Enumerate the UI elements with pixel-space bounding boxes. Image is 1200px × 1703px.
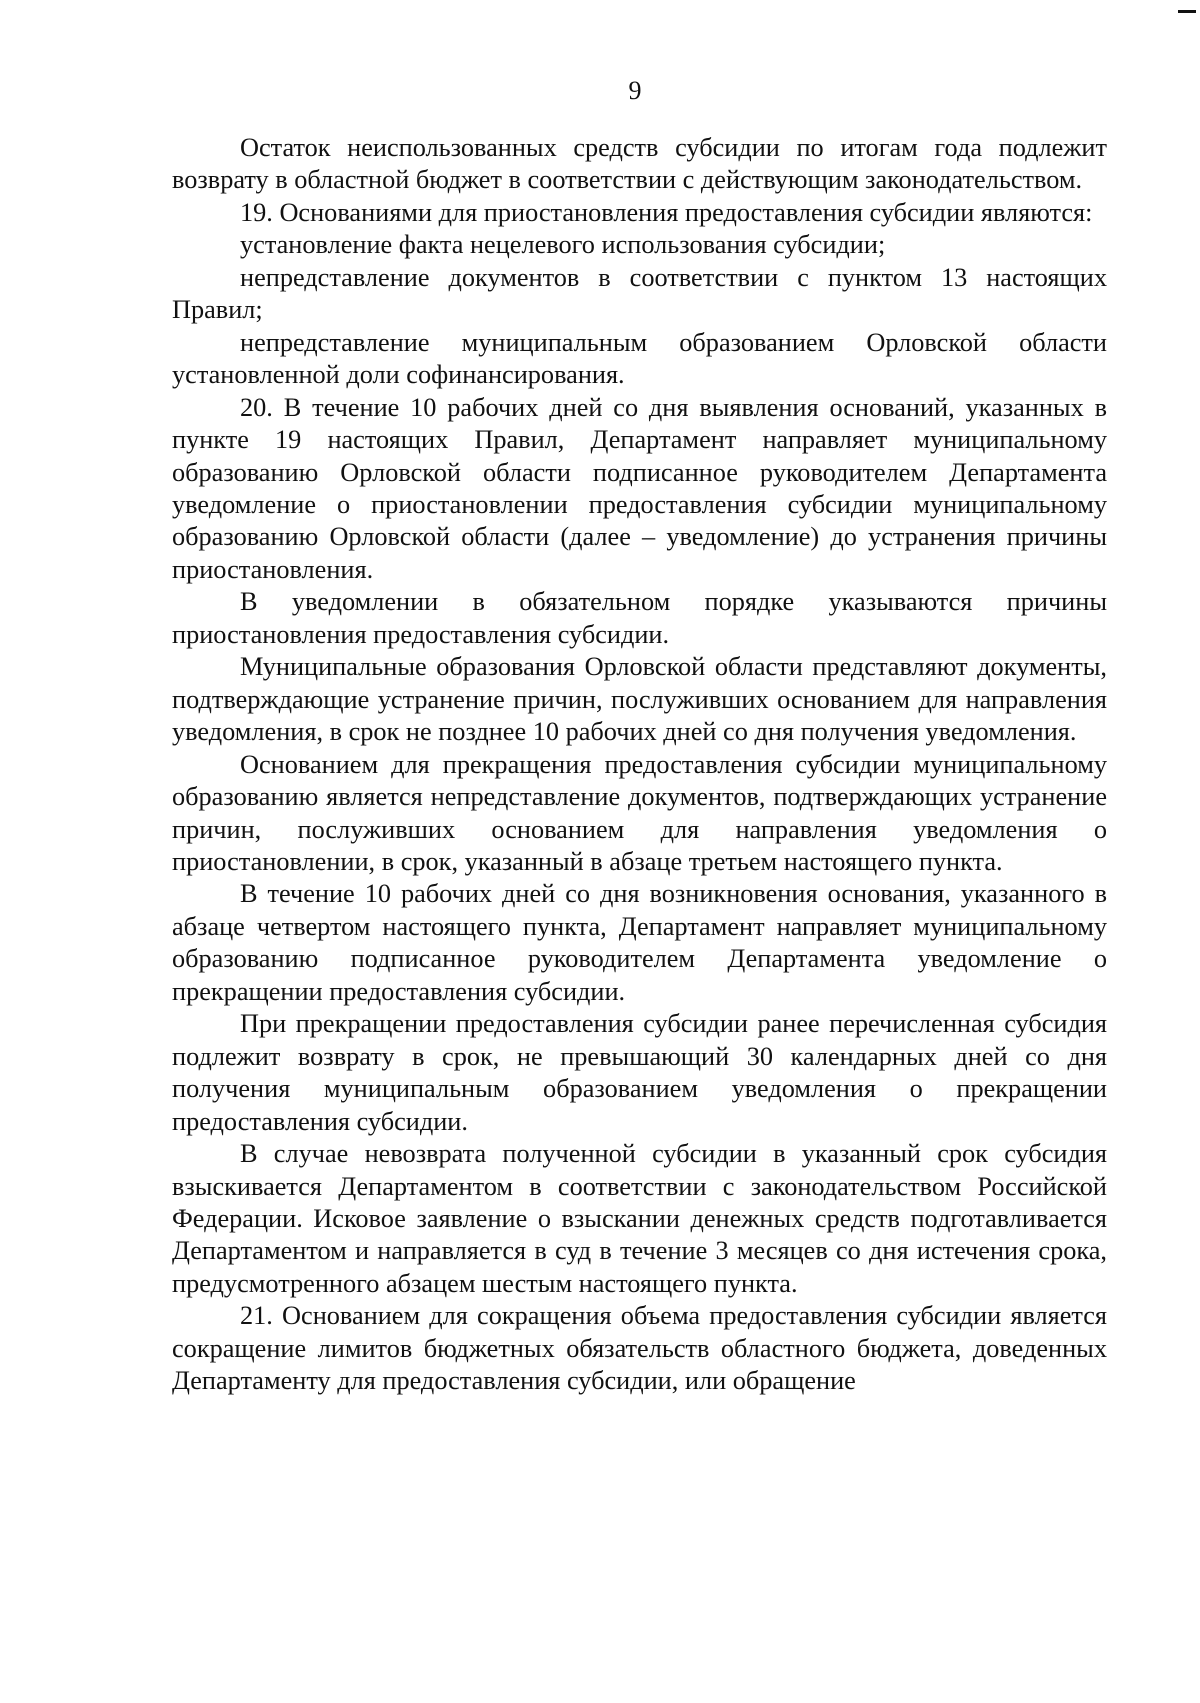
paragraph-notice-reasons: В уведомлении в обязательном порядке указываются причины приостановления предоставления субсидии. [172,587,1107,649]
paragraph-documents-submission: Муниципальные образования Орловской области представляют документы, подтверждающие устранение причин, послуживших основанием для направления уведомления, в срок не позднее 10 рабочих дней со дня получения уведомления. [172,652,1107,747]
paragraph-termination-notice: В течение 10 рабочих дней со дня возникновения основания, указанного в абзаце четвертом настоящего пункта, Департамент направляет муниципальному образованию подписанное руководителем Департамента уведомление о прекращении предоставления субсидии. [172,879,1107,1006]
paragraph-recovery: В случае невозврата полученной субсидии в указанный срок субсидия взыскивается Департаментом в соответствии с законодательством Российской Федерации. Исковое заявление о взыскании денежных средств подготавливается Департаментом и направляется в суд в течение 3 месяцев со дня истечения срока, предусмотренного абзацем шестым настоящего пункта. [172,1139,1107,1298]
page-number: 9 [628,76,642,105]
paragraph-remaining-funds: Остаток неиспользованных средств субсидии по итогам года подлежит возврату в областной бюджет в соответствии с действующим законодательством. [172,133,1107,195]
paragraph-missing-documents: непредставление документов в соответствии с пунктом 13 настоящих Правил; [172,262,1107,325]
paragraph-cofinancing: непредставление муниципальным образованием Орловской области установленной доли софинансирования. [172,327,1107,390]
paragraph-termination-grounds: Основанием для прекращения предоставления субсидии муниципальному образованию является непредставление документов, подтверждающих устранение причин, послуживших основанием для направления уведомления о приостановлении, в срок, указанный в абзаце третьем настоящего пункта. [172,749,1107,876]
paragraph-misuse: установление факта нецелевого использования субсидии; [240,230,886,260]
scan-edge-mark [1178,10,1196,13]
paragraph-item-19: 19. Основаниями для приостановления предоставления субсидии являются: [240,197,1093,227]
paragraph-item-20: 20. В течение 10 рабочих дней со дня выявления оснований, указанных в пункте 19 настоящих Правил, Департамент направляет муниципальному образованию Орловской области подписанное руководителем Департамента уведомление о приостановлении предоставления субсидии муниципальному образованию Орловской области (далее – уведомление) до устранения причины приостановления. [172,392,1107,584]
paragraph-refund: При прекращении предоставления субсидии ранее перечисленная субсидия подлежит возврату в срок, не превышающий 30 календарных дней со дня получения муниципальным образованием уведомления о прекращении предоставления субсидии. [172,1009,1107,1136]
paragraph-item-21: 21. Основанием для сокращения объема предоставления субсидии является сокращение лимитов бюджетных обязательств областного бюджета, доведенных Департаменту для предоставления субсидии, или обращение [172,1301,1107,1396]
document-body [172,132,1107,1398]
